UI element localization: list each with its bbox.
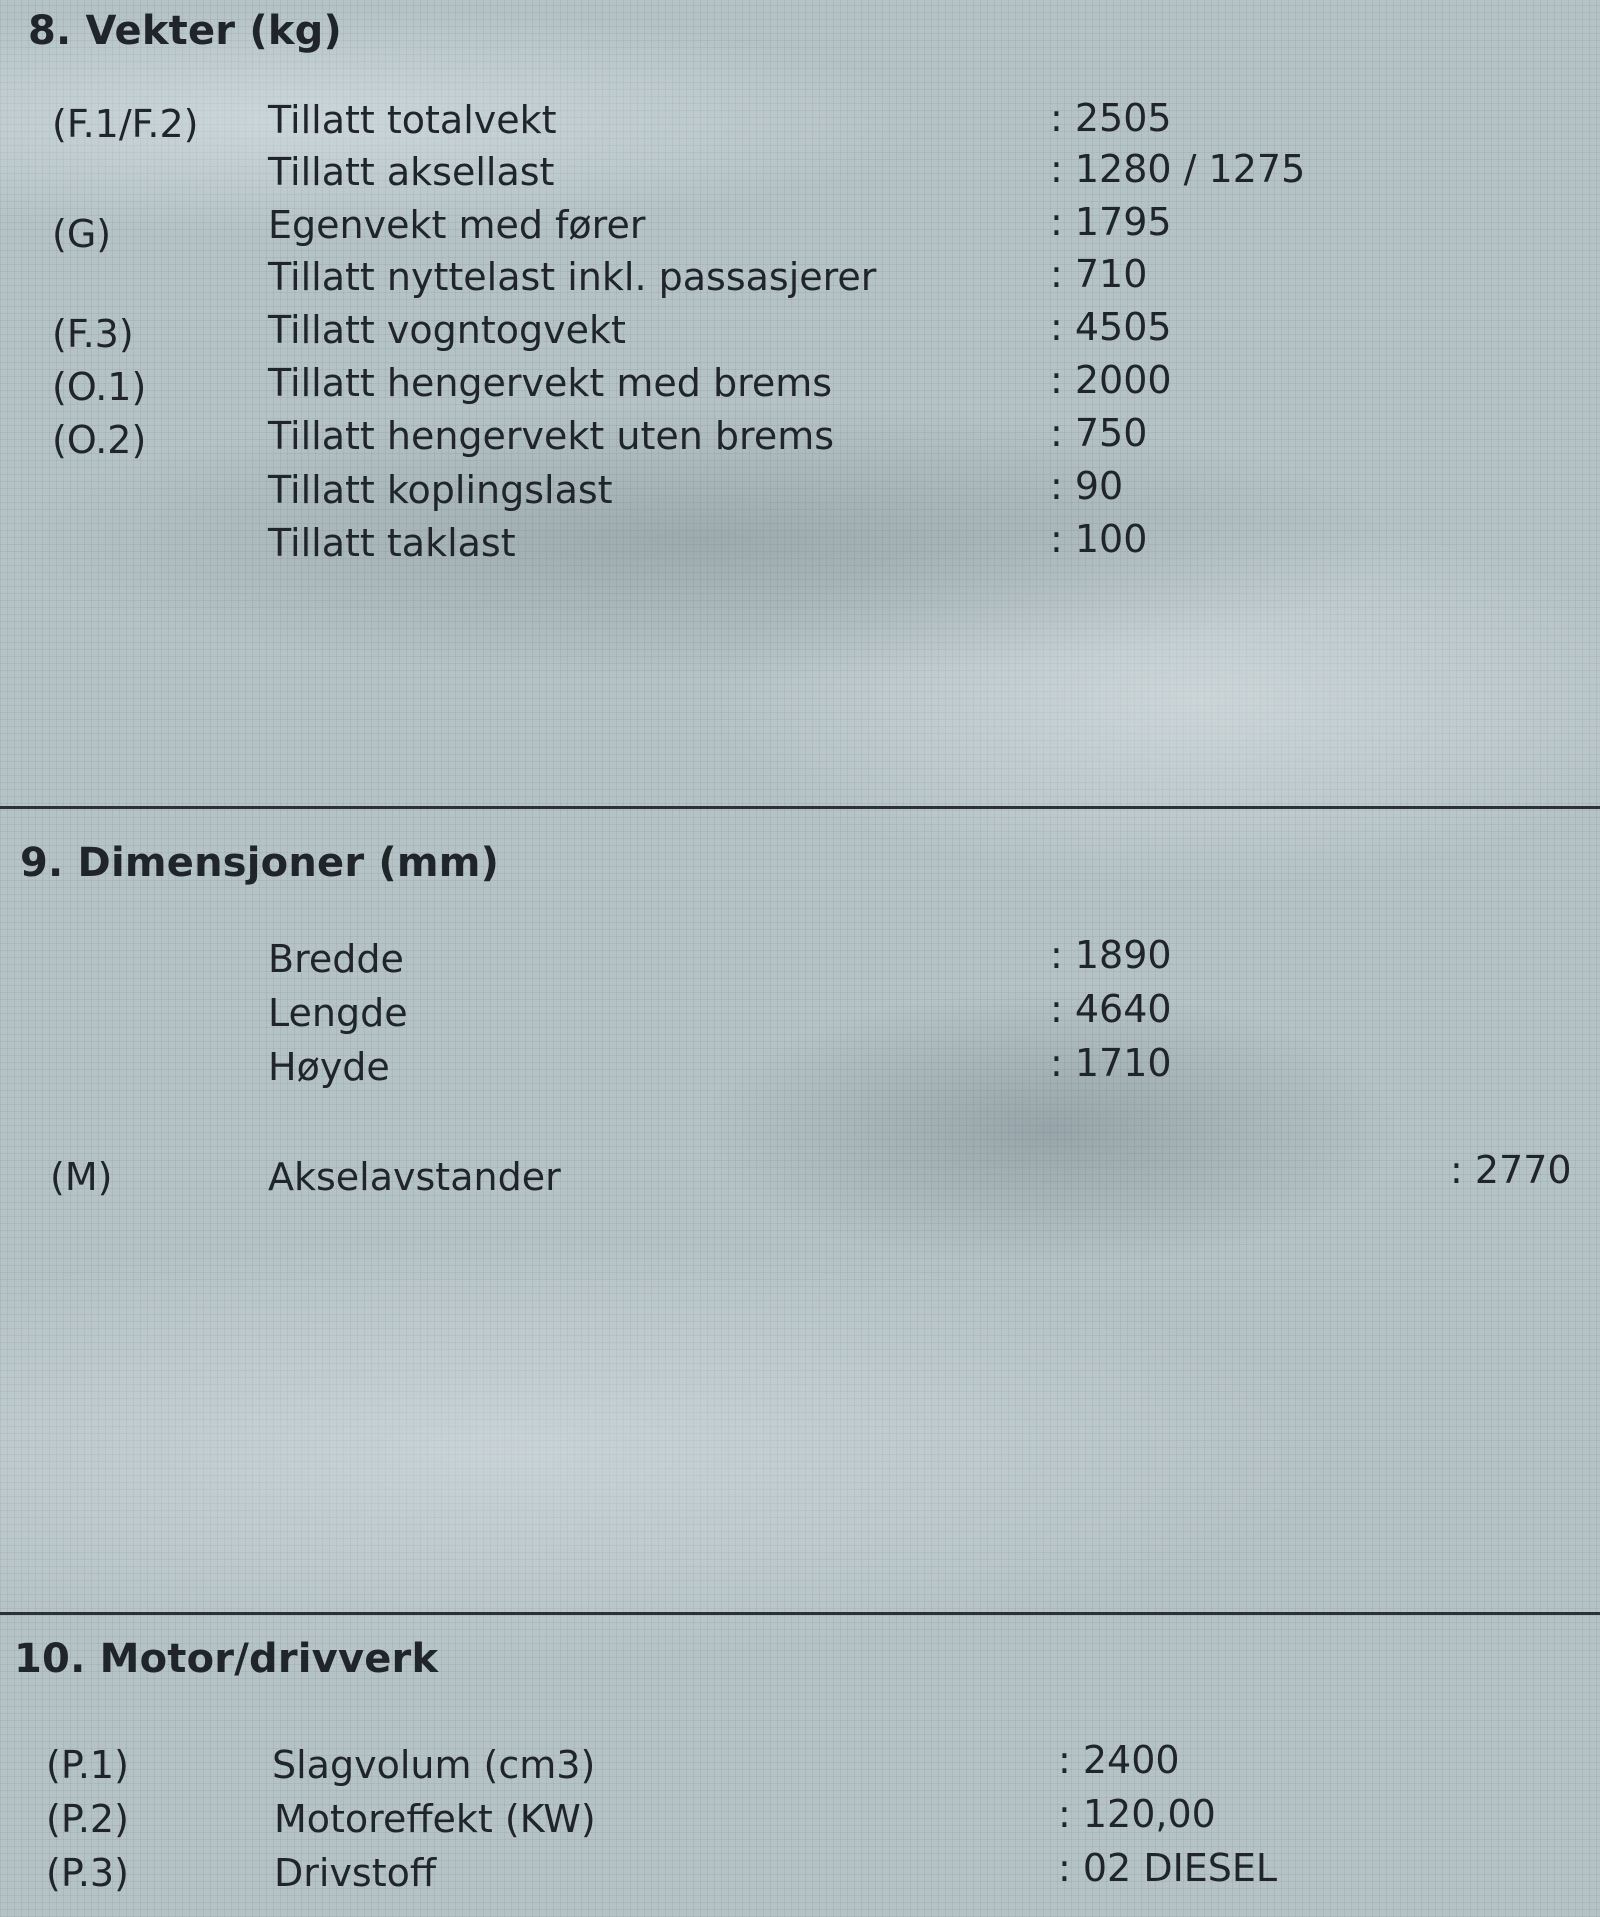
row-value: : 1890 [1050,933,1172,977]
row-code: (P.2) [46,1797,129,1841]
row-code: (G) [52,212,112,256]
row-label: Tillatt totalvekt [268,98,557,142]
row-label: Tillatt vogntogvekt [268,308,626,352]
row-label: Motoreffekt (KW) [274,1797,596,1841]
row-label: Tillatt hengervekt uten brems [268,414,835,458]
row-label: Egenvekt med fører [268,203,646,247]
row-value: : 710 [1050,252,1148,296]
row-value: : 100 [1050,517,1148,561]
section-title-dimensions: 9. Dimensjoner (mm) [20,840,500,886]
section-divider [0,806,1600,809]
row-value: : 1710 [1050,1041,1172,1085]
row-code: (P.3) [46,1851,129,1895]
row-value: : 750 [1050,411,1148,455]
section-divider [0,1612,1600,1615]
row-label: Bredde [268,937,404,981]
row-label: Tillatt hengervekt med brems [268,361,833,405]
section-title-weights: 8. Vekter (kg) [28,8,342,54]
row-value: : 4640 [1050,987,1172,1031]
row-label: Høyde [268,1045,390,1089]
row-label: Slagvolum (cm3) [272,1743,596,1787]
row-label: Drivstoff [274,1851,437,1895]
row-value: : 120,00 [1058,1792,1216,1836]
row-label: Tillatt koplingslast [268,468,613,512]
row-code: (P.1) [46,1743,129,1787]
row-label: Akselavstander [268,1155,561,1199]
section-title-engine: 10. Motor/drivverk [14,1636,439,1682]
row-value: : 1795 [1050,200,1172,244]
row-label: Tillatt taklast [268,521,516,565]
row-code: (F.1/F.2) [52,102,199,146]
row-value: : 2505 [1050,96,1172,140]
row-value: : 1280 / 1275 [1050,147,1306,191]
row-value: : 2400 [1058,1738,1180,1782]
row-label: Lengde [268,991,408,1035]
row-value: : 02 DIESEL [1058,1846,1278,1890]
row-value: : 90 [1050,464,1124,508]
row-value: : 4505 [1050,305,1172,349]
row-code: (M) [50,1155,113,1199]
row-label: Tillatt aksellast [268,150,555,194]
row-code: (O.1) [52,365,147,409]
row-code: (O.2) [52,418,147,462]
row-value: : 2000 [1050,358,1172,402]
row-value: : 2770 [1450,1148,1572,1192]
row-label: Tillatt nyttelast inkl. passasjerer [268,255,877,299]
row-code: (F.3) [52,312,134,356]
